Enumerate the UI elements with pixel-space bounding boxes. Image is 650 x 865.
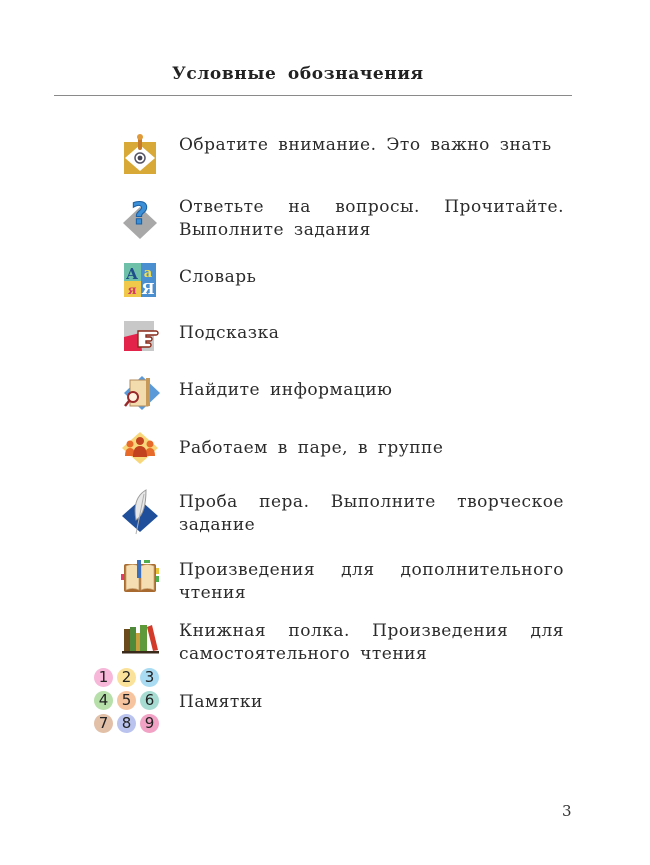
memo-number: 6 [140, 691, 159, 710]
memo-number: 5 [117, 691, 136, 710]
memo-number: 2 [117, 668, 136, 687]
svg-text:а: а [143, 266, 153, 281]
legend-text: Ответьте на вопросы. Прочитайте. Выполните задания [179, 197, 564, 240]
group-work-icon [120, 430, 160, 474]
svg-text:я: я [127, 283, 137, 297]
legend-text: Обратите внимание. Это важно знать [179, 135, 552, 155]
legend-text: Книжная полка. Произведения для самостоятельного чтения [179, 621, 564, 664]
legend-text: Найдите информацию [179, 380, 393, 400]
legend-text: Проба пера. Выполните творческое задание [179, 492, 564, 535]
find-info-magnifier-icon [120, 372, 160, 416]
memo-number: 1 [94, 668, 113, 687]
memo-number: 3 [140, 668, 159, 687]
title-divider [54, 95, 572, 96]
legend-text: Словарь [179, 267, 257, 287]
open-book-icon [120, 556, 160, 600]
memo-number: 7 [94, 714, 113, 733]
quill-pen-icon [120, 488, 160, 536]
question-icon [120, 195, 160, 239]
dictionary-icon [120, 259, 160, 303]
memo-number: 9 [140, 714, 159, 733]
legend-text: Подсказка [179, 323, 280, 343]
legend-text: Памятки [179, 692, 263, 712]
bookshelf-icon [120, 619, 160, 663]
attention-icon [120, 132, 160, 176]
legend-text: Произведения для дополнительного чтения [179, 560, 564, 603]
svg-text:Я: Я [141, 280, 155, 298]
svg-text:А: А [125, 265, 139, 283]
memo-number: 8 [117, 714, 136, 733]
legend-text: Работаем в паре, в группе [179, 438, 444, 458]
page-number: 3 [562, 802, 572, 820]
svg-text:?: ? [131, 197, 149, 232]
page-title: Условные обозначения [172, 64, 424, 84]
hint-hand-icon [120, 315, 160, 359]
memo-number: 4 [94, 691, 113, 710]
